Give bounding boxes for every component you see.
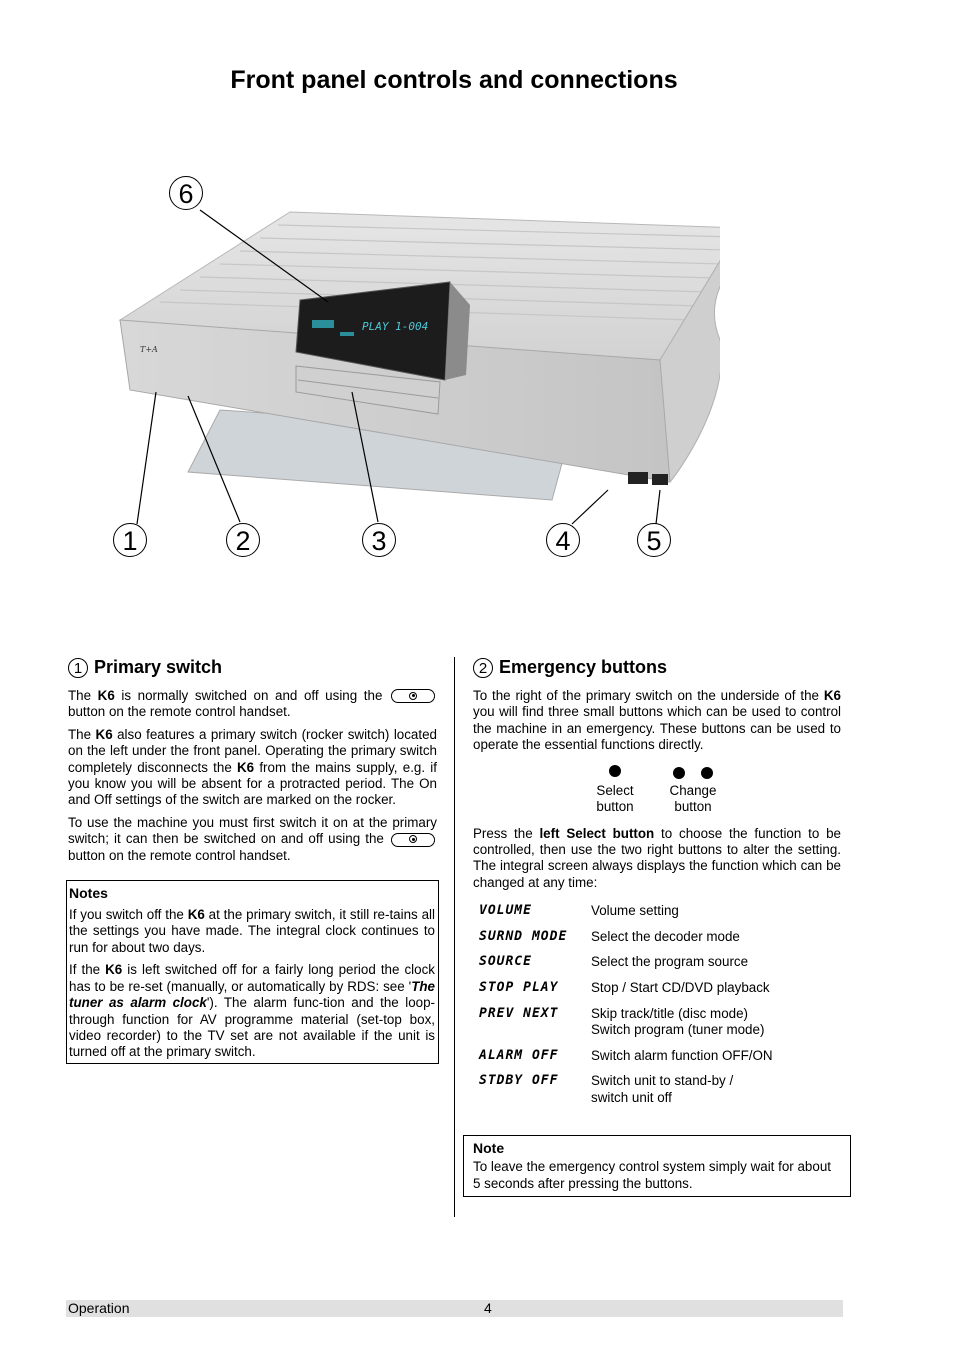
section-number: 2	[473, 658, 493, 678]
page-footer	[66, 1300, 843, 1317]
section-heading-emergency-buttons	[473, 657, 841, 678]
change-button-label: Change button	[669, 782, 717, 814]
select-button-label: Select button	[596, 782, 634, 814]
paragraph: The K6 also features a primary switch (rocker switch) located on the left under the front panel. Operating the primary switch completely disconnects the K6 from the mains supply, e.g. if you know you will be absent for a protracted period. The On and Off settings of the switch are marked on the rocker.	[68, 726, 437, 808]
note-paragraph: If you switch off the K6 at the primary switch, it still re-tains all the settings you have made. The integral clock continues to run for about two days.	[69, 907, 435, 955]
page-number: 4	[484, 1300, 492, 1316]
paragraph: To the right of the primary switch on the underside of the K6 you will find three small buttons which can be used to control the machine in an emergency. These buttons can be used to operate the essential functions directly.	[473, 688, 841, 753]
note-paragraph: If the K6 is left switched off for a fairly long period the clock has to be re-set (manually, or automatically by RDS: see 'The tuner as alarm clock'). The alarm func-tion and the loop-through function for AV programme material (set-top box, video recorder) to the TV set are not available if the unit is turned off at the primary switch.	[69, 962, 436, 1060]
note-text: To leave the emergency control system simply wait for about 5 seconds after pressing the buttons.	[473, 1159, 831, 1191]
function-row: SURND MODE Select the decoder mode	[479, 928, 740, 944]
device-figure	[100, 170, 720, 590]
left-column	[68, 657, 437, 1064]
change-button-dot-icon	[701, 767, 713, 779]
section-number: 1	[68, 658, 88, 678]
note-title: Note	[473, 1140, 505, 1156]
callout-3: 3	[362, 523, 396, 557]
button-diagram	[473, 762, 841, 826]
logo-badge-1	[628, 472, 648, 484]
column-divider	[454, 657, 455, 1217]
callout-4: 4	[546, 523, 580, 557]
display-text: PLAY 1-004	[362, 320, 429, 333]
function-row: STDBY OFF Switch unit to stand-by / switch unit off	[479, 1073, 734, 1105]
function-row: PREV NEXT Skip track/title (disc mode) Switch program (tuner mode)	[479, 1005, 765, 1038]
remote-power-button-icon	[391, 833, 435, 847]
page-title: Front panel controls and connections	[230, 66, 678, 94]
paragraph: To use the machine you must first switch it on at the primary switch; it can then be switched on and off using the button on the remote control handset.	[68, 814, 437, 863]
logo-badge-2	[652, 474, 668, 485]
callout-6: 6	[169, 176, 203, 210]
function-row: SOURCE Select the program source	[479, 954, 749, 970]
section-title: Primary switch	[94, 657, 223, 677]
callout-1: 1	[113, 523, 147, 557]
callout-5: 5	[637, 523, 671, 557]
note-box	[463, 1135, 851, 1197]
function-list	[473, 903, 841, 1106]
paragraph: The K6 is normally switched on and off using the button on the remote control handset.	[68, 688, 437, 721]
section-title: Emergency buttons	[499, 657, 668, 677]
callout-2: 2	[226, 523, 260, 557]
select-button-dot-icon	[609, 765, 621, 777]
footer-section: Operation	[68, 1300, 130, 1316]
right-column	[473, 657, 841, 1116]
notes-title: Notes	[69, 885, 108, 902]
function-row: STOP PLAY Stop / Start CD/DVD playback	[479, 980, 770, 996]
change-button-dot-icon	[673, 767, 685, 779]
remote-power-button-icon	[391, 689, 435, 703]
brand-logo: T+A	[140, 345, 158, 354]
section-heading-primary-switch	[68, 657, 437, 678]
function-row: VOLUME Volume setting	[479, 903, 679, 919]
function-row: ALARM OFF Switch alarm function OFF/ON	[479, 1047, 773, 1063]
notes-box	[66, 880, 439, 1064]
paragraph: Press the left Select button to choose the function to be controlled, then use the two right buttons to alter the setting. The integral screen always displays the function which can be changed at any time:	[473, 825, 841, 890]
